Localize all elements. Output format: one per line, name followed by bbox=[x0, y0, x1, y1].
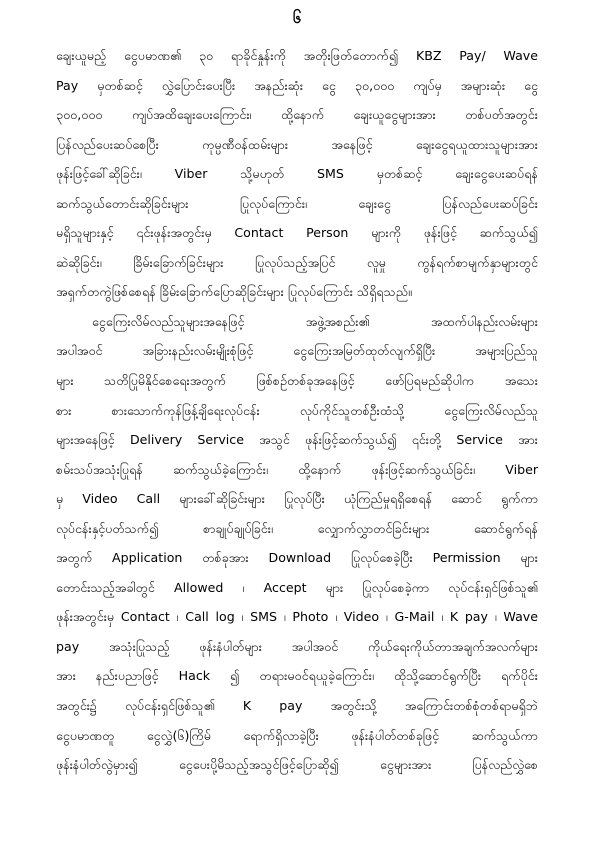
text-line: ၃၀၀,၀၀၀ ကျပ်အထိချေးပေးကြောင်း၊ ထို့နောက် ချေးယူငွေများအား တစ်ပတ်အတွင်း bbox=[56, 107, 538, 123]
text-line: ပြန်လည်ပေးဆပ်စေပြီး ကုမ္ပဏီဝန်ထမ်းများ အနေဖြင့် ချေးငွေရယူထားသူများအား bbox=[56, 136, 538, 152]
text-line: စား စားသောက်ကုန်ဖြန့်ချိရေးလုပ်ငန်း လုပ်ကိုင်သူတစ်ဦးထံသို့ ငွေကြေးလိမ်လည်သူ bbox=[56, 402, 538, 418]
text-line: အတွင်း၌ လုပ်ငန်းရှင်ဖြစ်သူ၏ K pay အတွင်းသို့ အကြောင်းတစ်စုံတစ်ရာမရှိဘဲ bbox=[56, 698, 538, 714]
text-line: တောင်းသည့်အခါတွင် Allowed ၊ Accept များ ပြုလုပ်စေခဲ့ကာ လုပ်ငန်းရှင်ဖြစ်သူ၏ bbox=[56, 579, 538, 595]
text-line: စမ်းသပ်အသုံးပြုရန် ဆက်သွယ်ခဲ့ကြောင်း၊ ထို့နောက် ဖုန်းဖြင့်ဆက်သွယ်ခြင်း၊ Viber bbox=[56, 461, 538, 477]
text-line: အပါအဝင် အခြားနည်းလမ်းမျိုးစုံဖြင့် ငွေကြေးအမြတ်ထုတ်လျက်ရှိပြီး အများပြည်သူ bbox=[56, 343, 538, 359]
text-line: မှ Video Call များခေါ်ဆိုခြင်းများ ပြုလုပ်ပြီး ယုံကြည်မှုရရှိစေရန် ဆောင် ရွက်ကာ bbox=[56, 491, 538, 507]
body-text bbox=[56, 41, 538, 780]
text-line: လုပ်ငန်းနှင့်ပတ်သက်၍ စာချုပ်ချုပ်ခြင်း၊ လျှောက်လွှာတင်ခြင်းများ ဆောင်ရွက်ရန် bbox=[56, 520, 538, 536]
text-line: ဆက်သွယ်တောင်းဆိုခြင်းများ ပြုလုပ်ကြောင်း၊ ချေးငွေ ပြန်လည်ပေးဆပ်ခြင်း bbox=[56, 195, 538, 211]
text-line: အရှက်တကွဲဖြစ်စေရန် ခြိမ်းခြောက်ပြောဆိုခြင်းများ ပြုလုပ်ကြောင်း သိရှိရသည်။ bbox=[56, 284, 412, 300]
text-line: ဖုန်းအတွင်းမှ Contact ၊ Call log ၊ SMS ၊ Photo ၊ Video ၊ G-Mail ၊ K pay ၊ Wave bbox=[56, 609, 538, 625]
text-line: ငွေပမာဏတူ ငွေလွှဲ(၆)ကြိမ် ရောက်ရှိလာခဲ့ပြီး ဖုန်းနံပါတ်တစ်ခုဖြင့် ဆက်သွယ်ကာ bbox=[56, 727, 538, 743]
text-line: Pay မှတစ်ဆင့် လွှဲပြောင်းပေးပြီး အနည်းဆုံး ငွေ ၃၀,၀၀၀ ကျပ်မှ အများဆုံး ငွေ bbox=[56, 77, 538, 93]
paragraph bbox=[56, 307, 538, 780]
text-line: အား နည်းပညာဖြင့် Hack ၍ တရားမဝင်ရယူခဲ့ကြောင်း၊ ထိုသို့ဆောင်ရွက်ပြီး ရက်ပိုင်း bbox=[56, 668, 538, 684]
text-line: ငွေကြေးလိမ်လည်သူများအနေဖြင့် အဖွဲ့အစည်း၏ အထက်ပါနည်းလမ်းများ bbox=[92, 313, 538, 329]
text-line: ဖုန်းနံပါတ်လွဲမှား၍ ငွေပေးပို့မိသည့်အသွင်ဖြင့်ပြောဆို၍ ငွေများအား ပြန်လည်လွှဲစေ bbox=[56, 757, 538, 773]
text-line: ဆဲဆိုခြင်း၊ ခြိမ်းခြောက်ခြင်းများ ပြုလုပ်သည့်အပြင် လူမှု ကွန်ရက်စာမျက်နှာများတွင် bbox=[56, 254, 538, 270]
text-line: ချေးယူမည့် ငွေပမာဏ၏ ၃၀ ရာခိုင်နှုန်းကို အတိုးဖြတ်တောက်၍ KBZ Pay/ Wave bbox=[56, 48, 538, 63]
text-line: ဖုန်းဖြင့်ခေါ်ဆိုခြင်း၊ Viber သို့မဟုတ် SMS မှတစ်ဆင့် ချေးငွေပေးဆပ်ရန် bbox=[56, 166, 538, 182]
text-line: pay အသုံးပြုသည့် ဖုန်းနံပါတ်များ အပါအဝင် ကိုယ်ရေးကိုယ်တာအချက်အလက်များ bbox=[56, 638, 538, 654]
text-line: အတွက် Application တစ်ခုအား Download ပြုလုပ်စေခဲ့ပြီး Permission များ bbox=[56, 550, 538, 566]
paragraph bbox=[56, 41, 538, 307]
text-line: များ သတိပြုမိနိုင်စေရေးအတွက် ဖြစ်စဉ်တစ်ခုအနေဖြင့် ဖော်ပြရမည်ဆိုပါက အသေး bbox=[56, 373, 538, 389]
text-line: များအနေဖြင့် Delivery Service အသွင် ဖုန်းဖြင့်ဆက်သွယ်၍ ၎င်းတို့ Service အား bbox=[56, 432, 538, 448]
text-line: မရှိသူများနှင့် ၎င်းဖုန်းအတွင်းမှ Contact Person များကို ဖုန်းဖြင့် ဆက်သွယ်၍ bbox=[56, 225, 538, 241]
page-number: ၆ bbox=[292, 9, 302, 27]
